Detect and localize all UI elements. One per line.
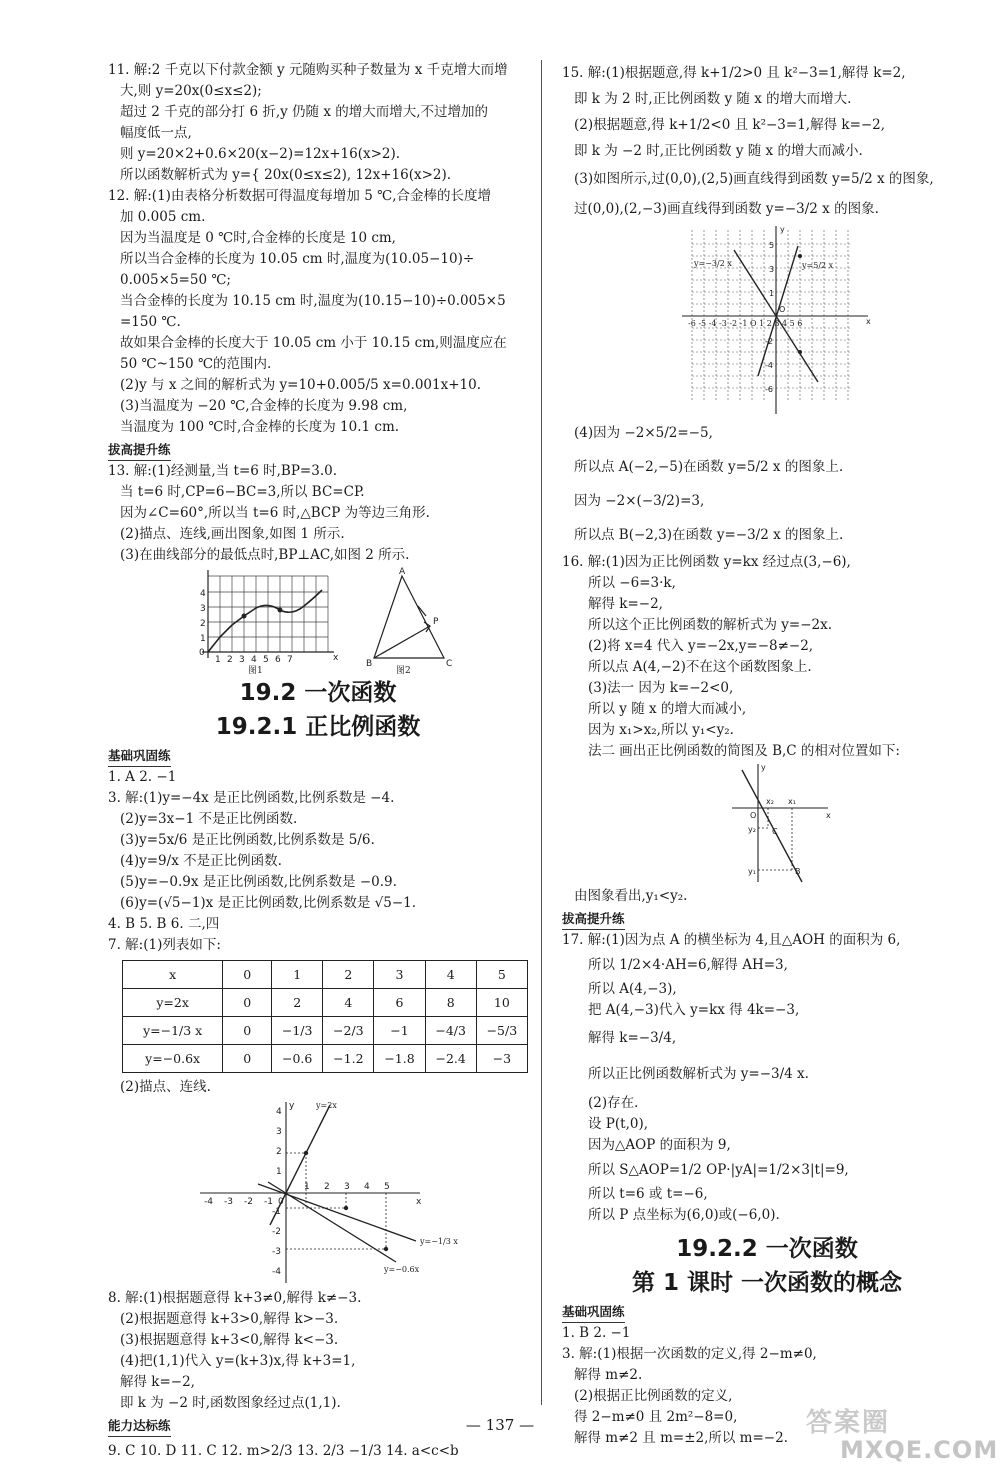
text-line: 故如果合金棒的长度大于 10.05 cm 小于 10.15 cm,则温度应在 bbox=[120, 335, 507, 351]
svg-text:5: 5 bbox=[769, 241, 775, 250]
svg-text:3: 3 bbox=[344, 1182, 350, 1192]
table-cell: −1.8 bbox=[374, 1045, 425, 1073]
table-cell: x bbox=[123, 961, 223, 989]
text-line: 13. 解:(1)经测量,当 t=6 时,BP=3.0. bbox=[108, 463, 337, 479]
text-line: 由图象看出,y₁<y₂. bbox=[574, 888, 688, 904]
svg-text:4: 4 bbox=[251, 655, 257, 665]
svg-text:2: 2 bbox=[227, 655, 233, 665]
table-cell: 0 bbox=[223, 961, 272, 989]
text-line: 解得 m≠2. bbox=[574, 1367, 643, 1383]
svg-text:-6: -6 bbox=[765, 385, 773, 394]
series-label: y=−0.6x bbox=[384, 1265, 420, 1274]
text-line: 当合金棒的长度为 10.15 cm 时,温度为(10.15−10)÷0.005×5 bbox=[120, 293, 506, 309]
watermark-logo: 答案圈 bbox=[806, 1408, 891, 1438]
graph-15 bbox=[562, 224, 972, 416]
text-line: 4. B 5. B 6. 二,四 bbox=[108, 916, 220, 932]
value-table bbox=[122, 960, 528, 1073]
text-line: (2)描点、连线,画出图象,如图 1 所示. bbox=[120, 526, 345, 542]
series-label: y=−3/2 x bbox=[694, 259, 732, 268]
text-line: (2)根据正比例函数的定义, bbox=[574, 1388, 733, 1404]
text-line: 12. 解:(1)由表格分析数据可得温度每增加 5 ℃,合金棒的长度增 bbox=[108, 188, 491, 204]
svg-text:-1: -1 bbox=[264, 1197, 273, 1207]
svg-text:1: 1 bbox=[200, 634, 206, 644]
svg-text:O: O bbox=[779, 305, 786, 314]
text-line: 所以正比例函数解析式为 y=−3/4 x. bbox=[588, 1066, 809, 1082]
text-line: (2)根据题意得 k+3>0,解得 k>−3. bbox=[120, 1311, 339, 1327]
text-line: 加 0.005 cm. bbox=[120, 209, 206, 225]
table-cell: −1/3 bbox=[272, 1017, 323, 1045]
text-line: (2)y=3x−1 不是正比例函数. bbox=[120, 811, 298, 827]
text-line: 1. B 2. −1 bbox=[562, 1325, 631, 1341]
text-line: 即 k 为 2 时,正比例函数 y 随 x 的增大而增大. bbox=[574, 91, 852, 107]
svg-text:y: y bbox=[289, 1101, 295, 1111]
text-line: 即 k 为 −2 时,正比例函数 y 随 x 的增大而减小. bbox=[574, 143, 863, 159]
svg-text:y₁: y₁ bbox=[748, 867, 756, 876]
table-cell: −3 bbox=[476, 1045, 527, 1073]
text-line: 因为∠C=60°,所以当 t=6 时,△BCP 为等边三角形. bbox=[120, 505, 430, 521]
table-row bbox=[123, 1045, 528, 1073]
figure-1-graph bbox=[202, 570, 334, 658]
svg-text:x: x bbox=[333, 653, 339, 663]
svg-text:-4: -4 bbox=[204, 1197, 213, 1207]
table-cell: −4/3 bbox=[425, 1017, 476, 1045]
svg-text:-2: -2 bbox=[244, 1197, 253, 1207]
text-line: (5)y=−0.9x 是正比例函数,比例系数是 −0.9. bbox=[120, 874, 397, 890]
svg-text:-2: -2 bbox=[765, 337, 773, 346]
table-cell: 0 bbox=[223, 1017, 272, 1045]
text-line: 解得 k=−2, bbox=[120, 1374, 195, 1390]
svg-text:6: 6 bbox=[275, 655, 281, 665]
graph-16 bbox=[562, 762, 972, 886]
table-cell: 4 bbox=[323, 989, 374, 1017]
text-line: (3)如图所示,过(0,0),(2,5)画直线得到函数 y=5/2 x 的图象, bbox=[574, 171, 934, 187]
text-line: 解得 m≠2 且 m=±2,所以 m=−2. bbox=[574, 1430, 788, 1446]
text-line: 大,则 y=20x(0≤x≤2); bbox=[120, 83, 262, 99]
series-label: y=2x bbox=[316, 1101, 337, 1110]
text-line: 因为 −2×(−3/2)=3, bbox=[574, 493, 705, 509]
table-cell: y=2x bbox=[123, 989, 223, 1017]
text-line: 17. 解:(1)因为点 A 的横坐标为 4,且△AOH 的面积为 6, bbox=[562, 932, 901, 948]
table-cell: 8 bbox=[425, 989, 476, 1017]
table-cell: 0 bbox=[223, 1045, 272, 1073]
svg-text:2: 2 bbox=[200, 619, 206, 629]
text-line: 所以 1/2×4·AH=6,解得 AH=3, bbox=[588, 957, 788, 973]
section-heading: 能力达标练 bbox=[108, 1416, 171, 1437]
text-line: (3)当温度为 −20 ℃,合金棒的长度为 9.98 cm, bbox=[120, 398, 408, 414]
svg-text:B: B bbox=[366, 659, 373, 669]
svg-text:P: P bbox=[433, 617, 439, 627]
svg-text:1: 1 bbox=[276, 1167, 282, 1177]
svg-text:-3: -3 bbox=[272, 1247, 281, 1257]
text-line: (3)y=5x/6 是正比例函数,比例系数是 5/6. bbox=[120, 832, 375, 848]
svg-text:5: 5 bbox=[263, 655, 269, 665]
text-line: 所以 P 点坐标为(6,0)或(−6,0). bbox=[588, 1207, 780, 1223]
watermark-url: MXQE.COM bbox=[840, 1436, 999, 1464]
text-line: (2)将 x=4 代入 y=−2x,y=−8≠−2, bbox=[588, 638, 814, 654]
text-line: 即 k 为 −2 时,函数图象经过点(1,1). bbox=[120, 1395, 341, 1411]
axis-ticks: -6 -5 -4 -3 -2 -1 O 1 2 3 4 5 6 bbox=[688, 319, 803, 328]
text-line: 所以点 A(4,−2)不在这个函数图象上. bbox=[588, 659, 812, 675]
text-line: 50 ℃~150 ℃的范围内. bbox=[120, 356, 272, 372]
svg-text:x₂: x₂ bbox=[766, 797, 774, 806]
figure-2-caption: 图2 bbox=[396, 666, 411, 676]
svg-text:1: 1 bbox=[769, 289, 775, 298]
page-number: — 137 — bbox=[465, 1416, 535, 1434]
table-cell: −2/3 bbox=[323, 1017, 374, 1045]
table-cell: −5/3 bbox=[476, 1017, 527, 1045]
table-row bbox=[123, 1017, 528, 1045]
table-cell: −2.4 bbox=[425, 1045, 476, 1073]
svg-text:-1: -1 bbox=[272, 1207, 281, 1217]
text-line: 所以当合金棒的长度为 10.05 cm 时,温度为(10.05−10)÷ bbox=[120, 251, 475, 267]
text-line: (2)y 与 x 之间的解析式为 y=10+0.005/5 x=0.001x+10. bbox=[120, 377, 481, 393]
svg-text:B: B bbox=[795, 867, 801, 876]
text-line: 3. 解:(1)y=−4x 是正比例函数,比例系数是 −4. bbox=[108, 790, 395, 806]
text-line: (4)把(1,1)代入 y=(k+3)x,得 k+3=1, bbox=[120, 1353, 356, 1369]
text-line: 7. 解:(1)列表如下: bbox=[108, 937, 221, 953]
text-line: 16. 解:(1)因为正比例函数 y=kx 经过点(3,−6), bbox=[562, 554, 851, 570]
svg-text:y₂: y₂ bbox=[748, 825, 756, 834]
text-line: 11. 解:2 千克以下付款金额 y 元随购买种子数量为 x 千克增大而增 bbox=[108, 62, 508, 78]
svg-text:y: y bbox=[761, 763, 766, 772]
text-line: (6)y=(√5−1)x 是正比例函数,比例系数是 √5−1. bbox=[120, 895, 417, 911]
section-heading: 基础巩固练 bbox=[108, 746, 171, 767]
table-row bbox=[123, 989, 528, 1017]
svg-text:1: 1 bbox=[304, 1182, 310, 1192]
text-line: 法二 画出正比例函数的简图及 B,C 的相对位置如下: bbox=[588, 743, 900, 759]
svg-text:y: y bbox=[780, 225, 785, 234]
left-column bbox=[108, 60, 528, 1462]
section-heading: 拔高提升练 bbox=[562, 909, 625, 930]
series-label: y=5/2 x bbox=[802, 261, 834, 270]
right-column bbox=[562, 60, 972, 1449]
text-line: 所以这个正比例函数的解析式为 y=−2x. bbox=[588, 617, 833, 633]
lesson-title: 第 1 课时 一次函数的概念 bbox=[631, 1270, 903, 1296]
text-line: 因为当温度是 0 ℃时,合金棒的长度是 10 cm, bbox=[120, 230, 396, 246]
svg-text:C: C bbox=[772, 827, 778, 836]
table-row bbox=[123, 961, 528, 989]
svg-text:-4: -4 bbox=[272, 1267, 281, 1277]
text-line: 当温度为 100 ℃时,合金棒的长度为 10.1 cm. bbox=[120, 419, 400, 435]
text-line: 幅度低一点, bbox=[120, 125, 192, 141]
text-line: 因为 x₁>x₂,所以 y₁<y₂. bbox=[588, 722, 734, 738]
table-cell: −1.2 bbox=[323, 1045, 374, 1073]
column-divider bbox=[541, 60, 542, 1405]
text-line: (3)法一 因为 k=−2<0, bbox=[588, 680, 734, 696]
figure-1-caption: 图1 bbox=[248, 666, 263, 676]
table-cell: 6 bbox=[374, 989, 425, 1017]
text-line: 所以 S△AOP=1/2 OP·|yA|=1/2×3|t|=9, bbox=[588, 1162, 849, 1178]
figures-13 bbox=[108, 566, 528, 676]
text-line: 解得 k=−3/4, bbox=[588, 1030, 677, 1046]
table-cell: 4 bbox=[425, 961, 476, 989]
svg-text:-2: -2 bbox=[272, 1227, 281, 1237]
text-line: 当 t=6 时,CP=6−BC=3,所以 BC=CP. bbox=[120, 484, 365, 500]
svg-text:-3: -3 bbox=[224, 1197, 233, 1207]
svg-text:4: 4 bbox=[200, 589, 206, 599]
table-cell: 2 bbox=[272, 989, 323, 1017]
text-line: (4)y=9/x 不是正比例函数. bbox=[120, 853, 282, 869]
table-cell: −0.6 bbox=[272, 1045, 323, 1073]
table-cell: y=−0.6x bbox=[123, 1045, 223, 1073]
text-line: 则 y=20×2+0.6×20(x−2)=12x+16(x>2). bbox=[120, 146, 401, 162]
table-cell: 3 bbox=[374, 961, 425, 989]
text-line: 0.005×5=50 ℃; bbox=[120, 272, 231, 288]
svg-text:x: x bbox=[866, 317, 871, 326]
text-line: (2)存在. bbox=[588, 1095, 639, 1111]
svg-text:7: 7 bbox=[287, 655, 293, 665]
text-line: (2)根据题意,得 k+1/2<0 且 k²−3=1,解得 k=−2, bbox=[574, 117, 886, 133]
table-cell: 0 bbox=[223, 989, 272, 1017]
graph-7 bbox=[108, 1098, 528, 1288]
svg-text:-4: -4 bbox=[765, 361, 773, 370]
svg-text:5: 5 bbox=[384, 1182, 390, 1192]
svg-text:3: 3 bbox=[239, 655, 245, 665]
text-line: 把 A(4,−3)代入 y=kx 得 4k=−3, bbox=[588, 1002, 800, 1018]
text-line: 所以 t=6 或 t=−6, bbox=[588, 1186, 708, 1202]
chapter-heading: 19.2 一次函数 bbox=[239, 680, 397, 706]
text-line: (2)描点、连线. bbox=[120, 1079, 211, 1095]
svg-text:4: 4 bbox=[364, 1182, 370, 1192]
section-heading: 拔高提升练 bbox=[108, 440, 171, 461]
series-label: y=−1/3 x bbox=[420, 1237, 458, 1246]
text-line: (4)因为 −2×5/2=−5, bbox=[574, 425, 713, 441]
text-line: 所以 A(4,−3), bbox=[588, 981, 677, 997]
svg-text:3: 3 bbox=[769, 265, 775, 274]
text-line: 所以点 B(−2,3)在函数 y=−3/2 x 的图象上. bbox=[574, 527, 844, 543]
section-title: 19.2.2 一次函数 bbox=[676, 1236, 858, 1262]
svg-text:1: 1 bbox=[215, 655, 221, 665]
svg-text:2: 2 bbox=[324, 1182, 330, 1192]
svg-text:3: 3 bbox=[200, 604, 206, 614]
svg-text:A: A bbox=[399, 567, 406, 577]
section-heading: 基础巩固练 bbox=[562, 1302, 625, 1323]
text-line: 得 2−m≠0 且 2m²−8=0, bbox=[574, 1409, 738, 1425]
text-line: 所以函数解析式为 y={ 20x(0≤x≤2), 12x+16(x>2). bbox=[120, 167, 452, 183]
table-cell: 2 bbox=[323, 961, 374, 989]
text-line: 设 P(t,0), bbox=[588, 1116, 649, 1132]
text-line: 超过 2 千克的部分打 6 折,y 仍随 x 的增大而增大,不过增加的 bbox=[120, 104, 489, 120]
text-line: 所以 y 随 x 的增大而减小, bbox=[588, 701, 747, 717]
text-line: =150 ℃. bbox=[120, 314, 181, 330]
svg-text:2: 2 bbox=[276, 1147, 282, 1157]
svg-text:3: 3 bbox=[276, 1127, 282, 1137]
text-line: 解得 k=−2, bbox=[588, 596, 663, 612]
text-line: (3)根据题意得 k+3<0,解得 k<−3. bbox=[120, 1332, 339, 1348]
svg-text:0: 0 bbox=[199, 648, 205, 658]
text-line: 1. A 2. −1 bbox=[108, 769, 177, 785]
text-line: 因为△AOP 的面积为 9, bbox=[588, 1137, 731, 1153]
text-line: 所以 −6=3·k, bbox=[588, 575, 676, 591]
text-line: 15. 解:(1)根据题意,得 k+1/2>0 且 k²−3=1,解得 k=2, bbox=[562, 65, 906, 81]
text-line: 过(0,0),(2,−3)画直线得到函数 y=−3/2 x 的图象. bbox=[574, 201, 879, 217]
svg-text:x₁: x₁ bbox=[788, 797, 796, 806]
text-line: (3)在曲线部分的最低点时,BP⊥AC,如图 2 所示. bbox=[120, 547, 410, 563]
text-line: 所以点 A(−2,−5)在函数 y=5/2 x 的图象上. bbox=[574, 459, 844, 475]
svg-text:x: x bbox=[826, 811, 831, 820]
svg-text:x: x bbox=[416, 1197, 422, 1207]
svg-text:O: O bbox=[750, 811, 757, 820]
svg-text:4: 4 bbox=[276, 1107, 282, 1117]
svg-text:C: C bbox=[446, 659, 453, 669]
text-line: 9. C 10. D 11. C 12. m>2/3 13. 2/3 −1/3 14. a<c<b bbox=[108, 1443, 459, 1459]
section-title: 19.2.1 正比例函数 bbox=[215, 714, 421, 740]
table-cell: y=−1/3 x bbox=[123, 1017, 223, 1045]
svg-text:0: 0 bbox=[278, 1197, 284, 1207]
table-cell: 1 bbox=[272, 961, 323, 989]
table-cell: −1 bbox=[374, 1017, 425, 1045]
table-cell: 5 bbox=[476, 961, 527, 989]
text-line: 8. 解:(1)根据题意得 k+3≠0,解得 k≠−3. bbox=[108, 1290, 362, 1306]
text-line: 3. 解:(1)根据一次函数的定义,得 2−m≠0, bbox=[562, 1346, 817, 1362]
table-cell: 10 bbox=[476, 989, 527, 1017]
